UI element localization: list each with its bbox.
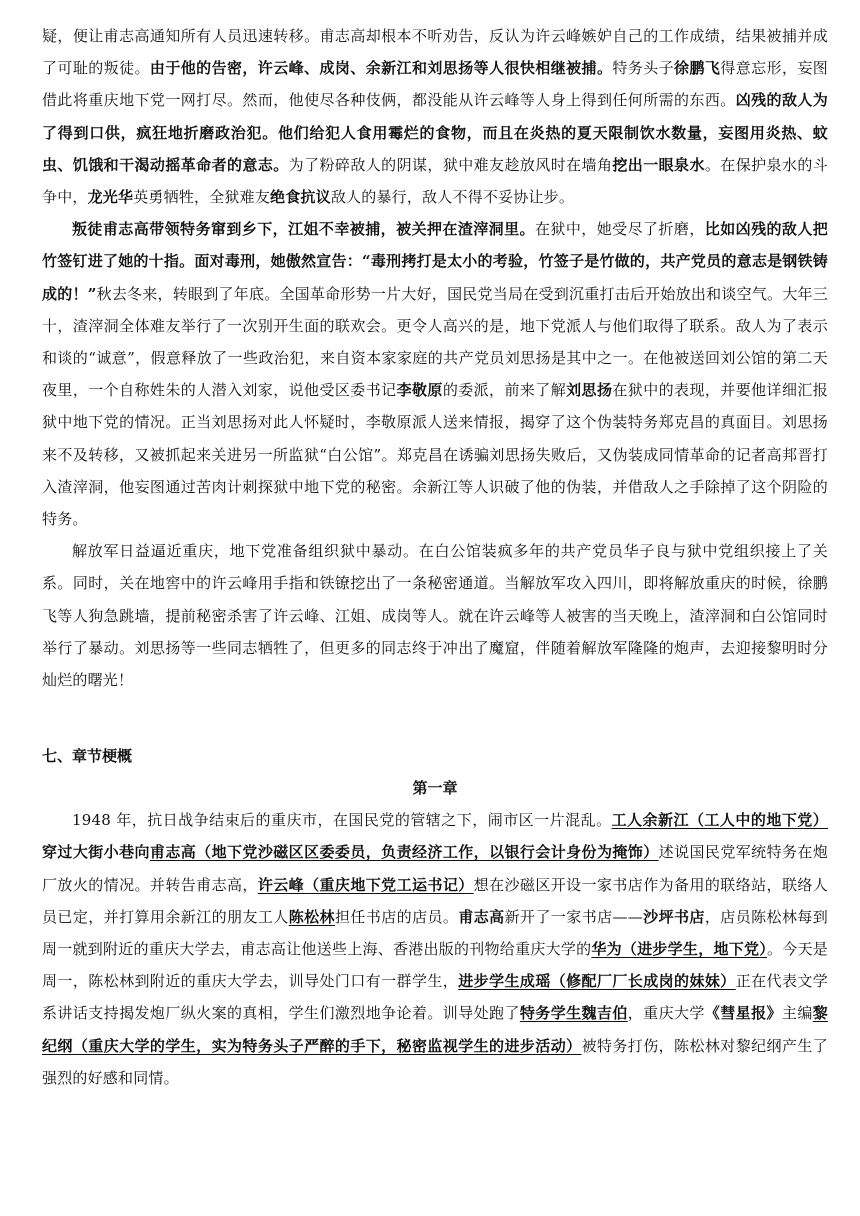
text-run: 英勇牺牲，全狱难友 [133,188,271,207]
text-run: 想在沙磁区开设一家书店作为备用的联络站，联络人员已定，并打算用余新江的朋友工人 [42,875,828,926]
text-run: 疑，便让甫志高通知所有人员迅速转移。甫志高却根本不听劝告，反认为许云峰嫉妒自己的工作成绩，结果被捕并成了可耻的叛徒。 [42,27,828,78]
text-run: 甫志高 [458,907,505,926]
document-page [42,20,828,1094]
text-run: 在狱中的表现，并要他详细汇报狱中地下党的情况。正当刘思扬对此人怀疑时，李敬原派人送来情报，揭穿了这个伪装特务郑克昌的真面目。刘思扬来不及转移，又被抓起来关进另一所监狱“白公馆”。郑克昌在诱骗刘思扬失败后，又伪装成同情革命的记者高邦晋打入渣滓洞，他妄图通过苦肉计刺探狱中地下党的秘密。余新江等人识破了他的伪装，并借敌人之手除掉了这个阴险的特务。 [42,381,828,529]
text-run: 解放军日益逼近重庆，地下党准备组织狱中暴动。在白公馆装疯多年的共产党员华子良与狱中党组织接上了关系。同时，关在地窖中的许云峰用手指和铁镣挖出了一条秘密通道。当解放军攻入四川，即将解放重庆的时候，徐鹏飞等人狗急跳墙，提前秘密杀害了许云峰、江姐、成岗等人。就在许云峰等人被害的当天晚上，渣滓洞和白公馆同时举行了暴动。刘思扬等一些同志牺牲了，但更多的同志终于冲出了魔窟，伴随着解放军隆隆的炮声，去迎接黎明时分灿烂的曙光！ [42,542,828,690]
text-run: 李敬原 [396,381,443,400]
text-run: 穿过大街小巷向 [42,843,150,862]
chapter-title: 第一章 [412,779,458,798]
text-run: 进步学生成瑶（修配厂厂长成岗的妹妹） [458,972,736,991]
text-run: 敌人的暴行，敌人不得不妥协让步。 [330,188,575,207]
text-run: 特务头子 [612,59,675,78]
text-run: ，重庆大学 [627,1004,705,1023]
text-run: 被特务打伤，陈松林对黎纪纲产生了强烈的好感和同情。 [42,1036,828,1087]
text-run: 甫志高（地下党沙磁区区委委员，负责经济工作，以银行会计身份为掩饰） [149,843,659,862]
text-run: 龙光华 [87,188,134,207]
text-run: 由于他的告密，许云峰、成岗、余新江和刘思扬等人很快相继被捕。 [149,59,613,78]
text-run: 华为（进步学生，地下党） [591,940,767,959]
text-run: 刘思扬 [566,381,613,400]
text-run: 陈松林 [288,907,335,926]
text-run: 。在保护泉水的斗争中， [42,155,829,207]
text-run: 比如凶残的敌人把竹签钉进了她的十指。面对毒刑，她傲然宣告：“毒刑拷打是太小的考验，竹签子是竹做的，共产党员的意志是钢铁铸成的！” [42,220,828,303]
text-run: 述说国民党军统特务在炮厂放火的情况。并转告甫志高， [42,843,829,894]
paragraph-chapter-one [42,804,828,1094]
text-run: 1948 年，抗日战争结束后的重庆市，在国民党的管辖之下，闹市区一片混乱。 [72,811,612,830]
text-run: 秋去冬来，转眼到了年底。全国革命形势一片大好，国民党当局在受到沉重打击后开始放出和谈空气。大年三十，渣滓洞全体难友举行了一次别开生面的联欢会。更令人高兴的是，地下党派人与他们取得了联系。敌人为了表示和谈的“诚意”，假意释放了一些政治犯，来自资本家家庭的共产党员刘思扬是其中之一。在他被送回刘公馆的第二天夜里，一个自称姓朱的人潜入刘家，说他受区委书记 [42,284,828,400]
text-run: 工人余新江（工人中的地下党） [611,811,828,830]
text-run: 主编 [781,1004,813,1023]
paragraph-sister-jiang [42,213,828,535]
text-run: 绝食抗议 [270,188,331,207]
text-run: 。今天是周一，陈松林到附近的重庆大学去，训导处门口有一群学生， [42,940,828,991]
text-run: 担任书店的店员。 [334,907,459,926]
paragraph-prison-struggle [42,20,828,213]
section-title: 七、章节梗概 [42,747,133,766]
text-run: 《彗星报》 [704,1004,782,1023]
text-run: 为了粉碎敌人的阴谋，狱中难友趁放风时在墙角 [288,155,613,174]
text-run: 沙坪书店 [642,907,705,926]
paragraph-uprising [42,535,828,696]
text-run: 在狱中，她受尽了折磨， [535,220,705,239]
text-run: 挖出一眼泉水 [612,155,705,174]
text-run: 新开了一家书店—— [504,907,643,926]
section-spacer [42,696,828,740]
text-run: 凶残的敌人为了得到口供，疯狂地折磨政治犯。他们给犯人食用霉烂的食物，而且在炎热的夏天限制饮水数量，妄图用炎热、蚊虫、饥饿和干渴动摇革命者的意志。 [42,91,828,174]
text-run: 得意忘形，妄图借此将重庆地下党一网打尽。然而，他使尽各种伎俩，都没能从许云峰等人身上得到任何所需的东西。 [42,59,828,110]
text-run: 叛徒甫志高带领特务窜到乡下，江姐不幸被捕，被关押在渣滓洞里。 [72,220,535,239]
text-run: 特务学生魏吉伯 [519,1004,628,1023]
text-run: 黎纪纲（重庆大学的学生，实为特务头子严醉的手下，秘密监视学生的进步活动） [42,1004,828,1055]
text-run: 许云峰（重庆地下党工运书记） [257,875,474,894]
text-run: 正在代表文学系讲话支持揭发炮厂纵火案的真相，学生们激烈地争论着。训导处跑了 [42,972,828,1023]
text-run: 的委派，前来了解 [442,381,567,400]
text-run: 徐鹏飞 [674,59,721,78]
text-run: ，店员陈松林每到周一就到附近的重庆大学去，甫志高让他送些上海、香港出版的刊物给重庆大学的 [42,907,828,959]
